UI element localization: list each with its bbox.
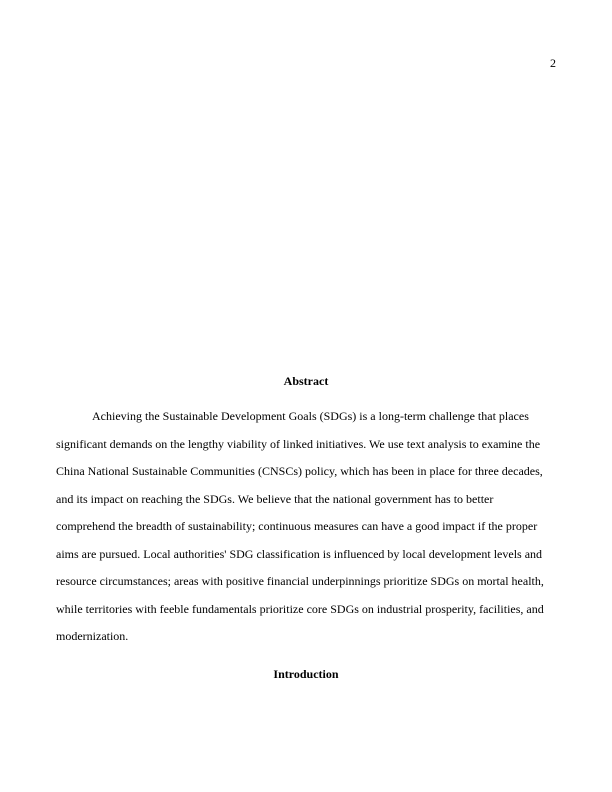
introduction-heading: Introduction [273,667,339,681]
page-number: 2 [550,56,556,70]
abstract-heading: Abstract [283,374,329,388]
abstract-paragraph: Achieving the Sustainable Development Goals (SDGs) is a long-term challenge that places significant demands on the lengthy viability of linked initiatives. We use text analysis to examine the China National Sustainable Communities (CNSCs) policy, which has been in place for three decades, and its impact on reaching the SDGs. We believe that the national government has to better comprehend the breadth of sustainability; continuous measures can have a good impact if the proper aims are pursued. Local authorities' SDG classification is influenced by local development levels and resource circumstances; areas with positive financial underpinnings prioritize SDGs on mortal health, while territories with feeble fundamentals prioritize core SDGs on industrial prosperity, facilities, and modernization. [56,409,544,643]
